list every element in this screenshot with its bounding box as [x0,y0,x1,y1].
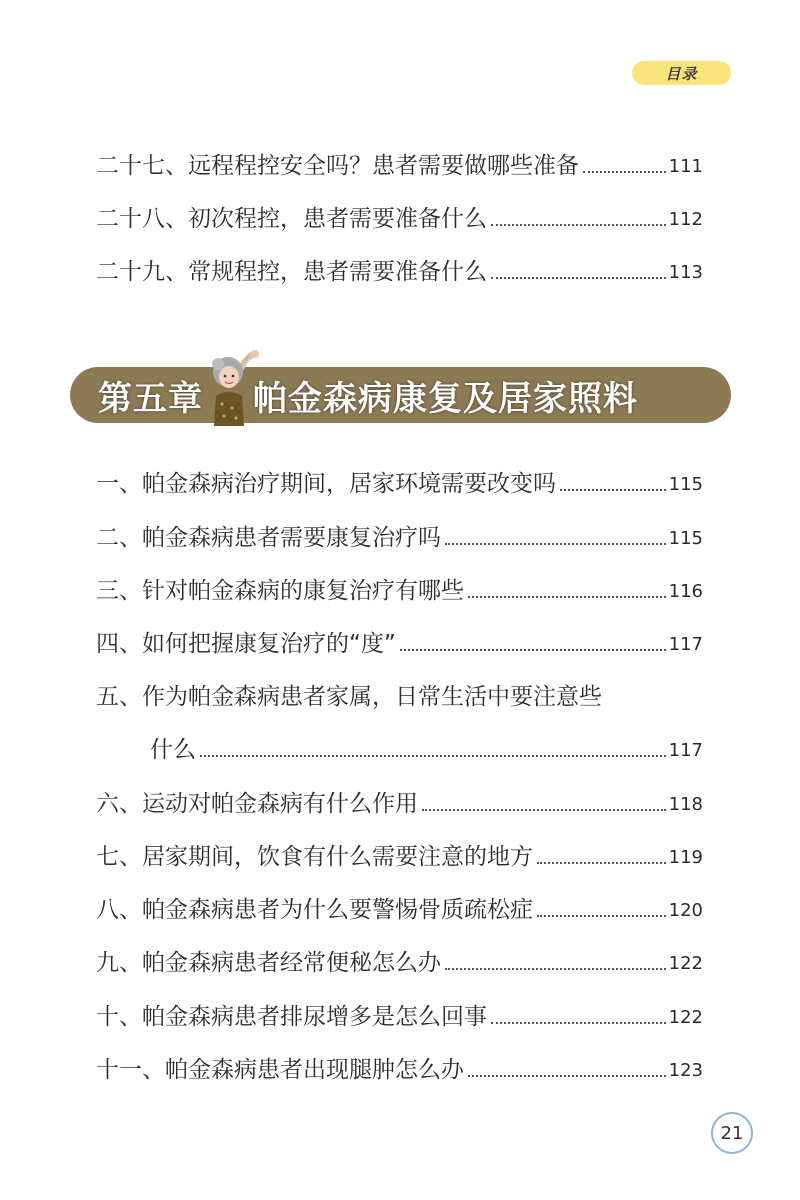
toc-entry-title: 九、帕金森病患者经常便秘怎么办 [96,950,441,976]
toc-entry-page: 122 [668,1007,703,1028]
toc-entry-page: 118 [668,794,703,815]
toc-entry[interactable] [96,464,703,498]
chapter-number: 第五章 [98,378,203,419]
toc-entry-page: 120 [668,900,703,921]
leader-dots [400,649,666,651]
leader-dots [445,543,666,545]
toc-entry[interactable] [96,252,703,286]
toc-entry[interactable] [96,518,703,552]
leader-dots [491,1022,666,1024]
toc-entry-page: 111 [668,156,703,177]
toc-entry-title-continuation: 什么 [150,737,196,763]
toc-entry[interactable] [96,837,703,871]
toc-entry-continuation[interactable] [96,730,703,764]
toc-entry[interactable] [96,677,703,711]
chapter-title: 帕金森病康复及居家照料 [253,378,638,419]
toc-entry-title: 十、帕金森病患者排尿增多是怎么回事 [96,1004,487,1030]
leader-dots [491,277,666,279]
toc-entry-page: 116 [668,581,703,602]
toc-entry-page: 123 [668,1060,703,1081]
toc-entry-title: 四、如何把握康复治疗的“度” [96,631,396,657]
toc-entry-title: 二十九、常规程控，患者需要准备什么 [96,259,487,285]
toc-entry[interactable] [96,571,703,605]
toc-entry[interactable] [96,1050,703,1084]
toc-entry-page: 115 [668,474,703,495]
toc-entry[interactable] [96,784,703,818]
leader-dots [491,224,666,226]
leader-dots [468,1075,666,1077]
toc-entry-title: 十一、帕金森病患者出现腿肿怎么办 [96,1057,464,1083]
toc-entry-page: 119 [668,847,703,868]
toc-entry-title: 二、帕金森病患者需要康复治疗吗 [96,525,441,551]
toc-entry[interactable] [96,890,703,924]
leader-dots [445,968,666,970]
toc-entry[interactable] [96,146,703,180]
toc-entry[interactable] [96,997,703,1031]
toc-entry[interactable] [96,943,703,977]
toc-entry-title: 七、居家期间，饮食有什么需要注意的地方 [96,844,533,870]
toc-entry-title: 二十八、初次程控，患者需要准备什么 [96,206,487,232]
page-number: 21 [711,1112,753,1154]
toc-entry-page: 112 [668,209,703,230]
leader-dots [537,862,666,864]
toc-entry[interactable] [96,199,703,233]
leader-dots [560,489,666,491]
toc-entry-title: 一、帕金森病治疗期间，居家环境需要改变吗 [96,471,556,497]
toc-entry-page: 117 [668,740,703,761]
toc-entry-title: 五、作为帕金森病患者家属，日常生活中要注意些 [96,684,602,710]
toc-entry-title: 二十七、远程程控安全吗？患者需要做哪些准备 [96,153,579,179]
toc-entry-page: 117 [668,634,703,655]
toc-entry[interactable] [96,624,703,658]
leader-dots [422,809,666,811]
leader-dots [537,915,666,917]
toc-entry-title: 六、运动对帕金森病有什么作用 [96,791,418,817]
toc-entry-page: 122 [668,953,703,974]
leader-dots [200,755,666,757]
leader-dots [468,596,666,598]
toc-entry-title: 三、针对帕金森病的康复治疗有哪些 [96,578,464,604]
toc-entry-page: 115 [668,528,703,549]
toc-entry-title: 八、帕金森病患者为什么要警惕骨质疏松症 [96,897,533,923]
section-tag: 目录 [632,61,731,85]
toc-entry-page: 113 [668,262,703,283]
chapter-banner [70,367,731,423]
leader-dots [583,171,666,173]
elderly-woman-illustration [208,346,264,426]
